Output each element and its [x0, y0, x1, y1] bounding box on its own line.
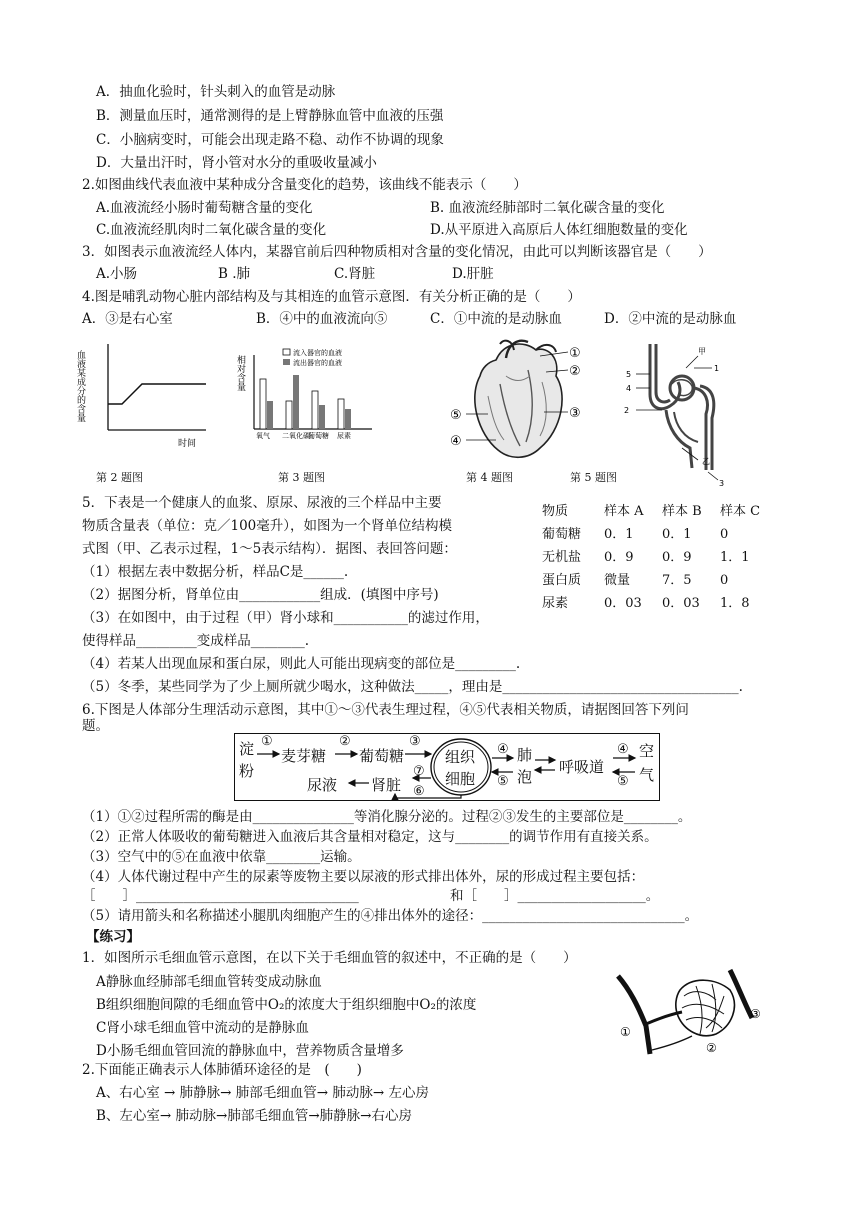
- fig2-ylabel: 血液某成分的含量: [75, 350, 85, 422]
- q5-stem-3: 式图（甲、乙表示过程，1～5表示结构）．据图、表回答问题：: [82, 541, 457, 557]
- q6-sub-4-blank-1: ［ ］_________________________________: [82, 888, 359, 904]
- q6-sub-5: （5）请用箭头和名称描述小腿肌肉细胞产生的④排出体外的途径：______________________________。: [82, 908, 699, 924]
- table-cell: 0．1: [604, 527, 634, 542]
- practice-heading: 【练习】: [86, 929, 140, 945]
- table-cell: 0: [720, 527, 729, 542]
- flow-node-pao: 泡: [517, 768, 533, 786]
- q1-option-b: B．测量血压时，通常测得的是上臂静脉血管中血液的压强: [96, 108, 444, 124]
- q3-option-a: A.小肠: [96, 266, 138, 282]
- q6-sub-4-blank-2: 和［ ］___________________。: [450, 888, 660, 904]
- q6-sub-2: （2）正常人体吸收的葡萄糖进入血液后其含量相对稳定，这与________的调节作用有直接关系。: [82, 829, 658, 845]
- fig3-legend-in: 流入器官的血液: [293, 349, 342, 357]
- fig3-cat: 葡萄糖: [308, 432, 329, 440]
- table-cell: 7．5: [662, 573, 692, 588]
- flow-node-niaoye: 尿液: [307, 776, 338, 794]
- q4-option-d: D．②中流的是动脉血: [604, 311, 737, 327]
- table-cell: 0．1: [662, 527, 692, 542]
- q4-option-a: A．③是右心室: [82, 311, 173, 327]
- flow-label-4a: ④: [497, 742, 509, 757]
- q5-sub-4: （4）若某人出现血尿和蛋白尿，则此人可能出现病变的部位是_________.: [82, 656, 521, 672]
- q5-stem-2: 物质含量表（单位：克／100毫升），如图为一个肾单位结构模: [82, 518, 453, 534]
- flow-node-shenzang: 肾脏: [371, 776, 402, 794]
- p1-stem: 1．如图所示毛细血管示意图，在以下关于毛细血管的叙述中，不正确的是（ ）: [82, 950, 577, 966]
- table-cell: 0．9: [662, 550, 692, 565]
- table-row: [542, 569, 780, 592]
- q4-stem: 4.图是哺乳动物心脏内部结构及与其相连的血管示意图．有关分析正确的是（ ）: [82, 289, 581, 305]
- table-row: [542, 523, 780, 546]
- fig3-bar: [260, 379, 266, 429]
- q2-option-a: A.血液流经小肠时葡萄糖含量的变化: [96, 200, 313, 216]
- flow-node-fei: 肺: [517, 746, 533, 764]
- q5-sub-5: （5）冬季，某些同学为了少上厕所就少喝水，这种做法_____，理由是___________________________________.: [82, 679, 743, 695]
- flow-label-1: ①: [261, 734, 273, 749]
- table-cell: 0: [720, 573, 729, 588]
- q3-option-b: B .肺: [218, 266, 251, 282]
- fig4-label: ①: [569, 346, 581, 361]
- table-cell: 无机盐: [542, 550, 582, 565]
- q6-flow-diagram: [234, 733, 660, 801]
- flow-label-3: ③: [409, 734, 421, 749]
- fig3-bar: [319, 405, 325, 429]
- table-cell: 葡萄糖: [542, 527, 582, 542]
- fig4-label: ③: [569, 406, 581, 421]
- caption-fig2: 第 2 题图: [96, 471, 143, 484]
- caption-fig5: 第 5 题图: [570, 471, 617, 484]
- fig5-label: 2: [624, 406, 630, 415]
- q2-stem: 2.如图曲线代表血液中某种成分含量变化的趋势，该曲线不能表示（ ）: [82, 177, 527, 193]
- fig5-label: 4: [626, 384, 632, 393]
- q2-option-d: D.从平原进入高原后人体红细胞数量的变化: [430, 222, 688, 238]
- table-cell: 1．1: [720, 550, 750, 565]
- caption-fig4: 第 4 题图: [466, 471, 513, 484]
- flow-node-putao: 葡萄糖: [359, 747, 405, 765]
- table-row: [542, 546, 780, 569]
- fig5-label: 3: [719, 479, 725, 488]
- flow-node-huxi: 呼吸道: [559, 758, 605, 776]
- table-row: [542, 592, 780, 615]
- fig3-ylabel: 相对含量: [235, 355, 245, 391]
- fig5-label: 甲: [698, 347, 706, 356]
- fig5-label: 5: [626, 370, 632, 379]
- q3-option-c: C.肾脏: [334, 266, 376, 282]
- fig4-label: ④: [450, 434, 462, 449]
- q1-option-c: C．小脑病变时，可能会出现走路不稳、动作不协调的现象: [96, 132, 444, 148]
- flow-label-6: ⑥: [413, 784, 425, 799]
- fig3-bar: [286, 401, 292, 429]
- fig4-label: ②: [569, 364, 581, 379]
- q5-sub-2: （2）据图分析，肾单位由____________组成．(填图中序号): [82, 587, 439, 603]
- figure-capillary: [612, 966, 772, 1062]
- capfig-label: ②: [706, 1041, 717, 1055]
- q6-stem: 6.下图是人体部分生理活动示意图，其中①～③代表生理过程，④⑤代表相关物质，请据图回答下列问: [82, 702, 689, 718]
- q5-data-table: [542, 500, 780, 615]
- p1-option-a: A静脉血经肺部毛细血管转变成动脉血: [96, 974, 322, 990]
- table-header-row: [542, 500, 780, 523]
- q3-stem: 3．如图表示血液流经人体内，某器官前后四种物质相对含量的变化情况，由此可以判断该器官是（ ）: [82, 244, 712, 260]
- flow-node-fen: 粉: [239, 762, 255, 780]
- figure-4-heart: [444, 336, 594, 464]
- p1-option-b: B组织细胞间隙的毛细血管中O₂的浓度大于组织细胞中O₂的浓度: [96, 997, 477, 1013]
- q5-stem-1: 5．下表是一个健康人的血浆、原尿、尿液的三个样品中主要: [82, 495, 442, 511]
- table-cell: 1．8: [720, 596, 750, 611]
- fig3-cat: 二氧化碳: [282, 432, 310, 440]
- q2-option-b: B. 血液流经肺部时二氧化碳含量的变化: [430, 200, 665, 216]
- q5-sub-1: （1）根据左表中数据分析，样品C是______.: [82, 564, 349, 580]
- q6-sub-3: （3）空气中的⑤在血液中依靠________运输。: [82, 849, 361, 865]
- table-cell: 0．9: [604, 550, 634, 565]
- table-cell: 样本 B: [662, 504, 702, 519]
- q4-option-b: B．④中的血液流向⑤: [256, 311, 388, 327]
- figure-5-nephron: [622, 338, 732, 488]
- caption-fig3: 第 3 题图: [278, 471, 325, 484]
- fig3-bar: [267, 401, 273, 429]
- flow-label-5a: ⑤: [497, 774, 509, 789]
- table-cell: 样本 C: [720, 504, 761, 519]
- capfig-label: ①: [620, 1025, 631, 1039]
- fig5-label: 1: [714, 364, 720, 373]
- table-cell: 微量: [604, 573, 631, 588]
- fig3-bar: [345, 409, 351, 429]
- figure-3-bars: [235, 345, 378, 457]
- fig4-label: ⑤: [450, 408, 462, 423]
- fig2-xlabel: 时间: [178, 439, 197, 449]
- table-cell: 0．03: [604, 596, 642, 611]
- q5-sub-3-cont: 使得样品_________变成样品________.: [82, 633, 310, 649]
- p1-option-d: D小肠毛细血管回流的静脉血中，营养物质含量增多: [96, 1043, 404, 1059]
- capfig-label: ③: [750, 1007, 761, 1021]
- table-cell: 物质: [542, 504, 569, 519]
- fig3-bar: [338, 399, 344, 429]
- q3-option-d: D.肝脏: [452, 266, 494, 282]
- p2-option-b: B、左心室→ 肺动脉→肺部毛细血管→肺静脉→右心房: [96, 1108, 412, 1124]
- table-cell: 0．03: [662, 596, 700, 611]
- q4-option-c: C．①中流的是动脉血: [430, 311, 562, 327]
- q5-sub-3: （3）在如图中，由于过程（甲）肾小球和___________的滤过作用，: [82, 610, 489, 626]
- table-cell: 蛋白质: [542, 573, 582, 588]
- flow-label-4b: ④: [617, 742, 629, 757]
- flow-node-dian: 淀: [239, 740, 255, 758]
- flow-label-7: ⑦: [413, 764, 425, 779]
- flow-node-qi: 气: [639, 766, 655, 784]
- q1-option-d: D．大量出汗时，肾小管对水分的重吸收量减小: [96, 155, 377, 171]
- p2-option-a: A、右心室 → 肺静脉→ 肺部毛细血管→ 肺动脉→ 左心房: [96, 1085, 429, 1101]
- fig3-legend-out: 流出器官的血液: [293, 359, 342, 367]
- fig5-label: 乙: [702, 457, 710, 466]
- table-cell: 尿素: [542, 596, 569, 611]
- flow-arrows: [235, 734, 659, 800]
- flow-label-2: ②: [339, 734, 351, 749]
- flow-node-kong: 空: [639, 742, 655, 760]
- flow-label-5b: ⑤: [617, 774, 629, 789]
- figure-2-curve: [75, 338, 218, 458]
- flow-node-xibao: 细胞: [445, 770, 476, 788]
- flow-node-maiya: 麦芽糖: [281, 747, 327, 765]
- flow-node-zuzhi: 组织: [445, 748, 476, 766]
- fig3-cat: 尿素: [337, 432, 351, 440]
- q6-sub-4: （4）人体代谢过程中产生的尿素等废物主要以尿液的形式排出体外，尿的形成过程主要包括：: [82, 869, 645, 885]
- p2-stem: 2.下面能正确表示人体肺循环途径的是 ( ): [82, 1062, 362, 1078]
- fig3-bar: [312, 391, 318, 429]
- q2-option-c: C.血液流经肌肉时二氧化碳含量的变化: [96, 222, 327, 238]
- q1-option-a: A．抽血化验时，针头刺入的血管是动脉: [96, 84, 336, 100]
- q6-stem-cont: 题。: [82, 718, 109, 734]
- p1-option-c: C肾小球毛细血管中流动的是静脉血: [96, 1020, 309, 1036]
- table-cell: 样本 A: [604, 504, 644, 519]
- fig3-bar: [293, 375, 299, 429]
- fig3-cat: 氧气: [256, 432, 270, 440]
- q6-sub-1: （1）①②过程所需的酶是由_______________等消化腺分泌的。过程②③发生的主要部位是________。: [82, 809, 692, 825]
